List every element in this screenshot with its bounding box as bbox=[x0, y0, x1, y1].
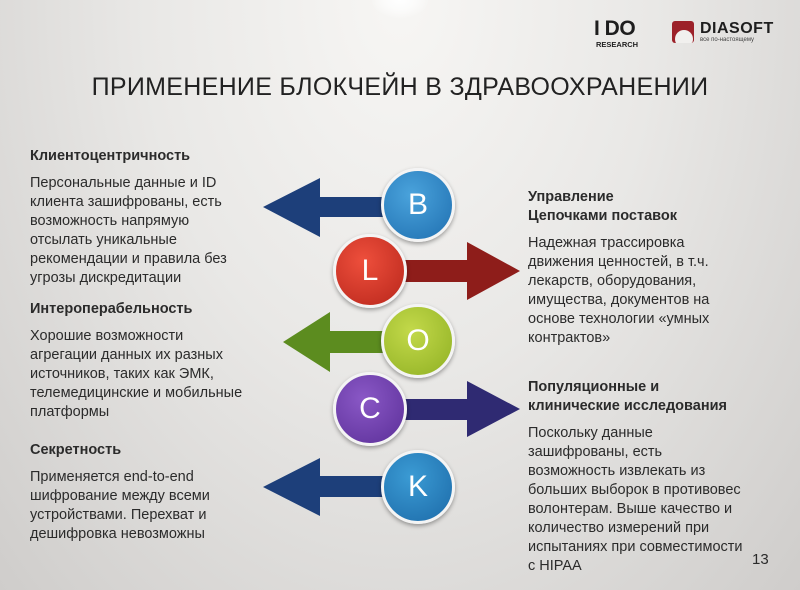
block-heading: Управление Цепочками поставок bbox=[528, 189, 677, 224]
letter-c: C bbox=[359, 392, 381, 425]
block-body: Поскольку данные зашифрованы, есть возможность извлекать из больших выборок в противовес волонтерам. Выше качество и количество измерений при испытаниях при совместимости с HIPAA bbox=[528, 425, 743, 574]
block-supply-chain bbox=[528, 188, 748, 348]
letter-l: L bbox=[361, 254, 379, 287]
ido-logo-text: I DO bbox=[594, 17, 636, 40]
circle-letter-o bbox=[381, 304, 455, 378]
block-heading: Клиентоцентричность bbox=[30, 148, 191, 164]
block-body: Применяется end-to-end шифрование между всеми устройствами. Перехват и дешифровка невозможны bbox=[30, 469, 210, 542]
circle-letter-b bbox=[381, 168, 455, 242]
block-clinical-research bbox=[528, 378, 763, 576]
arrow-left-k bbox=[263, 458, 395, 516]
block-heading: Популяционные и клинические исследования bbox=[528, 379, 727, 414]
diasoft-logo-text: DIASOFT bbox=[700, 20, 774, 37]
block-body: Надежная трассировка движения ценностей, в т.ч. лекарств, оборудования, имущества, документов на основе технологии «умных контрактов» bbox=[528, 235, 710, 346]
letter-o: O bbox=[406, 324, 430, 357]
circle-letter-k bbox=[381, 450, 455, 524]
arrow-left-o bbox=[283, 312, 395, 372]
circle-letter-c bbox=[333, 372, 407, 446]
page-number: 13 bbox=[752, 551, 769, 568]
circle-letter-l bbox=[333, 234, 407, 308]
slide-title: ПРИМЕНЕНИЕ БЛОКЧЕЙН В ЗДРАВООХРАНЕНИИ bbox=[91, 73, 709, 101]
block-secrecy bbox=[30, 441, 270, 544]
diasoft-logo-tagline: все по-настоящему bbox=[700, 37, 755, 43]
block-body: Персональные данные и ID клиента зашифрованы, есть возможность напрямую отсылать уникальные рекомендации и правила без угрозы дискредитации bbox=[30, 175, 227, 286]
letter-k: K bbox=[407, 470, 428, 503]
ido-logo-subtext: RESEARCH bbox=[596, 40, 639, 49]
block-body: Хорошие возможности агрегации данных их разных источников, таких как ЭМК, телемедицинские и мобильные платформы bbox=[30, 328, 243, 420]
block-client-centricity bbox=[30, 147, 270, 288]
arrow-left-b bbox=[263, 178, 395, 237]
block-heading: Интероперабельность bbox=[30, 301, 193, 317]
block-interoperability bbox=[30, 300, 270, 422]
letter-b: B bbox=[407, 188, 428, 221]
block-heading: Секретность bbox=[30, 442, 122, 458]
